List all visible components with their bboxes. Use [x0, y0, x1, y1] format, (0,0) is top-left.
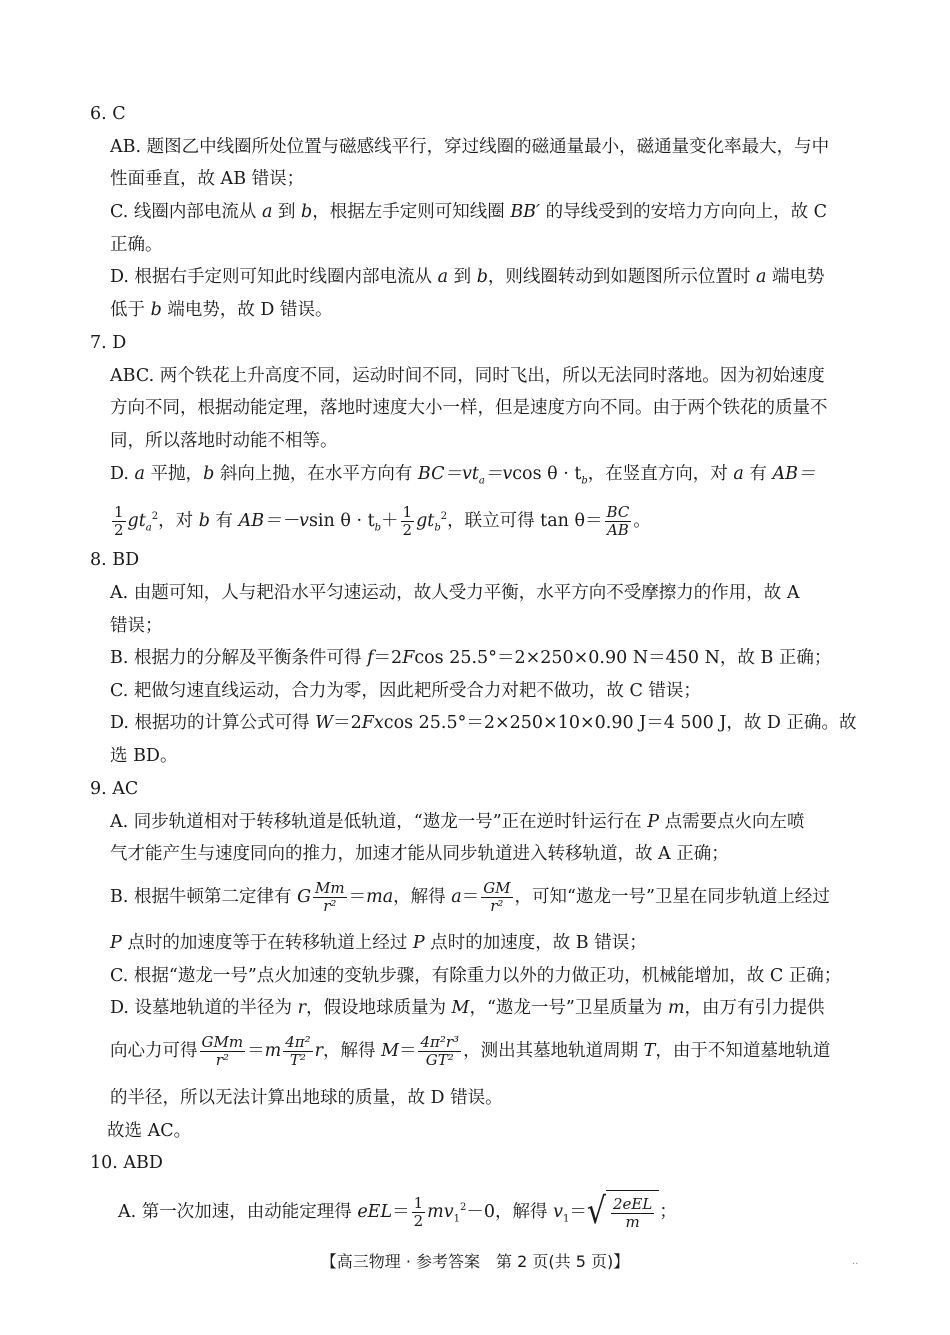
q9-line-3: B. 根据牛顿第二定律有 G $\frac{Mm}{\text{r²}}$ ＝ma，解得 a＝ $\frac{GM}{\text{r²}}$ ，可知“遨龙一号”卫星在同步轨道上经过	[110, 879, 830, 915]
q8-line-1: A. 由题可知，人与耙沿水平匀速运动，故人受力平衡，水平方向不受摩擦力的作用，故 A	[110, 583, 800, 603]
q7-number: 7. D	[90, 333, 127, 353]
q7-line-3: 同，所以落地时动能不相等。	[110, 431, 338, 451]
q9-line-4: P 点时的加速度等于在转移轨道上经过 P 点时的加速度，故 B 错误；	[110, 933, 647, 953]
q9-line-9: 故选 AC。	[107, 1121, 192, 1141]
q8-line-2: 错误；	[110, 616, 163, 636]
q7-line-5: $\frac{1}{2}$ $gt_a^2$，对 b 有 AB＝－vsin $\theta \cdot t_b+$ $\frac{1}{2}$ $gt_b^2$，联立可得 tan θ＝ $\frac{BC}{AB}$ 。	[114, 502, 651, 539]
q9-line-1: A. 同步轨道相对于转移轨道是低轨道，“遨龙一号”正在逆时针运行在 P 点需要点火向左喷	[110, 812, 805, 832]
q10-number: 10. ABD	[90, 1153, 163, 1173]
q10-line-1: A. 第一次加速，由动能定理得 eEL＝ $\frac{1}{2}$ $mv_1^2-0$，解得 $v_1=$ √ $\frac{\text{2eEL}}{m}$ ；	[118, 1186, 677, 1241]
fraction-gmm-r2: $\frac{\text{GMm}}{\text{r²}}$	[201, 1033, 244, 1069]
corner-dots: ..	[852, 1256, 859, 1267]
fraction-half: $\frac{1}{2}$	[413, 1193, 424, 1230]
q7-line-1: ABC. 两个铁花上升高度不同，运动时间不同，同时飞出，所以无法同时落地。因为初始速度	[110, 366, 825, 386]
q9-line-7: 向心力可得 $\frac{\text{GMm}}{\text{r²}}$ ＝m $\frac{\text{4π²}}{\text{T²}}$ r，解得 M＝ $\frac{\text{4π²r³}}{\text{GT²}}$ ，测出其墓地轨道周期 T，由于不知道墓地轨道	[110, 1033, 831, 1069]
q9-line-6: D. 设墓地轨道的半径为 r，假设地球质量为 M，“遨龙一号”卫星质量为 m，由万有引力提供	[110, 998, 825, 1018]
q9-line-5: C. 根据“遨龙一号”点火加速的变轨步骤，有除重力以外的力做正功，机械能增加，故 C 正确；	[110, 966, 842, 986]
q6-number: 6. C	[90, 104, 126, 124]
q9-line-2: 气才能产生与速度同向的推力，加速才能从同步轨道进入转移轨道，故 A 正确；	[110, 844, 729, 864]
q6-line-2: 性面垂直，故 AB 错误；	[110, 169, 305, 189]
q6-line-5: D. 根据右手定则可知此时线圈内部电流从 a 到 b，则线圈转动到如题图所示位置时 a 端电势	[110, 267, 825, 287]
fraction-gm-r2: $\frac{GM}{\text{r²}}$	[483, 879, 511, 915]
fraction-mm-r2: $\frac{Mm}{\text{r²}}$	[315, 879, 345, 915]
q8-line-4: C. 耙做匀速直线运动，合力为零，因此耙所受合力对耙不做功，故 C 错误；	[110, 681, 701, 701]
q9-number: 9. AC	[90, 779, 139, 799]
page-footer: 【高三物理 · 参考答案 第 2 页(共 5 页)】	[320, 1252, 630, 1271]
fraction-bc-ab: $\frac{BC}{AB}$	[606, 502, 630, 539]
q7-line-4: D. a 平抛，b 斜向上抛，在水平方向有 $BC=vt_a=vcos$ $\theta \cdot t_b$，在竖直方向，对 a 有 AB＝	[110, 464, 816, 487]
q7-line-2: 方向不同，根据动能定理，落地时速度大小一样，但是速度方向不同。由于两个铁花的质量不	[110, 398, 828, 418]
q8-line-6: 选 BD。	[110, 746, 178, 766]
q6-line-6: 低于 b 端电势，故 D 错误。	[110, 300, 333, 320]
fraction-half: $\frac{1}{2}$	[402, 502, 413, 539]
fraction-4pi2r3-gt2: $\frac{\text{4π²r³}}{\text{GT²}}$	[420, 1033, 460, 1069]
fraction-4pi2-t2: $\frac{\text{4π²}}{\text{T²}}$	[285, 1033, 311, 1069]
fraction-2eel-m: $\frac{\text{2eEL}}{m}$	[612, 1194, 653, 1231]
q8-number: 8. BD	[90, 550, 140, 570]
q8-line-3: B. 根据力的分解及平衡条件可得 f＝2Fcos 25.5°＝2×250×0.90 N＝450 N，故 B 正确；	[110, 648, 832, 668]
q6-line-4: 正确。	[110, 235, 163, 255]
q6-line-3: C. 线圈内部电流从 a 到 b，根据左手定则可知线圈 BB′ 的导线受到的安培力方向向上，故 C	[110, 202, 828, 222]
square-root: √ $\frac{\text{2eEL}}{m}$	[587, 1190, 659, 1235]
q8-line-5: D. 根据功的计算公式可得 W＝2Fxcos 25.5°＝2×250×10×0.90 J＝4 500 J，故 D 正确。故	[110, 713, 857, 733]
q9-line-8: 的半径，所以无法计算出地球的质量，故 D 错误。	[110, 1088, 503, 1108]
q6-line-1: AB. 题图乙中线圈所处位置与磁感线平行，穿过线圈的磁通量最小，磁通量变化率最大，与中	[110, 137, 830, 157]
fraction-half: $\frac{1}{2}$	[114, 502, 124, 539]
